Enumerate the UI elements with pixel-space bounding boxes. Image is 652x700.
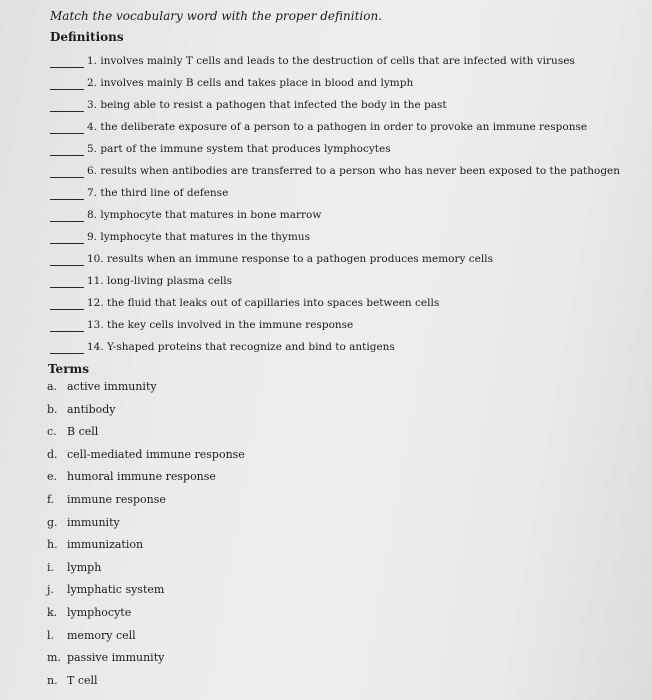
answer-blank[interactable] xyxy=(50,76,84,90)
definition-row xyxy=(50,274,620,296)
definitions-heading: Definitions xyxy=(50,30,124,44)
term-letter: f. xyxy=(47,492,55,506)
definition-row xyxy=(50,186,620,208)
term-letter: j. xyxy=(47,583,54,597)
definition-text: 1. involves mainly T cells and leads to the destruction of cells that are infected with viruses xyxy=(87,55,575,67)
term-letter: k. xyxy=(47,605,58,619)
term-letter: a. xyxy=(47,380,58,393)
terms-heading: Terms xyxy=(48,362,89,376)
term-letter: n. xyxy=(47,673,58,687)
definition-row xyxy=(50,98,620,120)
definition-row xyxy=(50,164,620,186)
definition-row xyxy=(50,120,620,142)
term-text: lymph xyxy=(67,560,102,574)
term-text: lymphocyte xyxy=(67,605,132,619)
answer-blank[interactable] xyxy=(50,186,84,200)
term-letter: m. xyxy=(47,651,61,665)
term-letter: e. xyxy=(47,470,58,484)
definition-row xyxy=(50,340,620,362)
answer-blank[interactable] xyxy=(50,120,84,134)
definition-row xyxy=(50,142,620,164)
answer-blank[interactable] xyxy=(50,230,84,244)
definitions-list xyxy=(50,54,620,362)
definition-text: 14. Y-shaped proteins that recognize and bind to antigens xyxy=(87,341,395,353)
definition-row xyxy=(50,208,620,230)
answer-blank[interactable] xyxy=(50,142,84,156)
term-text: active immunity xyxy=(67,380,157,393)
term-row xyxy=(47,583,245,606)
term-text: cell-mediated immune response xyxy=(67,447,245,461)
instructions: Match the vocabulary word with the proper definition. xyxy=(50,9,383,23)
answer-blank[interactable] xyxy=(50,54,84,68)
term-row xyxy=(47,470,245,493)
definition-text: 12. the fluid that leaks out of capillaries into spaces between cells xyxy=(87,297,440,309)
term-letter: d. xyxy=(47,447,58,461)
term-row xyxy=(47,380,245,403)
term-row xyxy=(47,651,245,674)
definition-text: 6. results when antibodies are transferred to a person who has never been exposed to the pathogen xyxy=(87,165,621,177)
answer-blank[interactable] xyxy=(50,340,84,354)
term-text: immune response xyxy=(67,492,166,506)
term-letter: h. xyxy=(47,538,58,552)
term-row xyxy=(47,493,245,516)
definition-text: 4. the deliberate exposure of a person to a pathogen in order to provoke an immune response xyxy=(87,121,588,133)
term-letter: g. xyxy=(47,515,58,529)
answer-blank[interactable] xyxy=(50,274,84,288)
definition-row xyxy=(50,54,620,76)
definition-text: 3. being able to resist a pathogen that infected the body in the past xyxy=(87,99,447,111)
term-text: B cell xyxy=(67,425,99,439)
definition-text: 5. part of the immune system that produces lymphocytes xyxy=(87,143,391,155)
term-row xyxy=(47,629,245,652)
term-row xyxy=(47,606,245,629)
term-text: lymphatic system xyxy=(67,583,165,597)
definition-text: 11. long-living plasma cells xyxy=(87,275,233,287)
term-row xyxy=(47,448,245,471)
term-row xyxy=(47,403,245,426)
term-text: T cell xyxy=(67,673,98,687)
definition-row xyxy=(50,296,620,318)
term-text: memory cell xyxy=(67,628,136,642)
answer-blank[interactable] xyxy=(50,296,84,310)
term-text: antibody xyxy=(67,402,116,416)
term-text: humoral immune response xyxy=(67,470,216,484)
term-letter: c. xyxy=(47,425,57,439)
term-text: passive immunity xyxy=(67,651,165,665)
term-text: immunization xyxy=(67,538,144,552)
term-row xyxy=(47,425,245,448)
definition-row xyxy=(50,230,620,252)
definition-text: 8. lymphocyte that matures in bone marrow xyxy=(87,209,322,221)
definition-text: 2. involves mainly B cells and takes place in blood and lymph xyxy=(87,77,414,89)
definition-text: 9. lymphocyte that matures in the thymus xyxy=(87,231,310,243)
definition-text: 7. the third line of defense xyxy=(87,187,229,199)
definition-row xyxy=(50,318,620,340)
term-row xyxy=(47,561,245,584)
definition-row xyxy=(50,76,620,98)
answer-blank[interactable] xyxy=(50,164,84,178)
term-row xyxy=(47,674,245,697)
term-text: immunity xyxy=(67,515,120,529)
definition-text: 10. results when an immune response to a pathogen produces memory cells xyxy=(87,253,493,265)
term-row xyxy=(47,538,245,561)
answer-blank[interactable] xyxy=(50,208,84,222)
term-letter: l. xyxy=(47,628,55,642)
term-row xyxy=(47,516,245,539)
term-letter: b. xyxy=(47,402,58,416)
terms-list xyxy=(47,380,245,696)
term-letter: i. xyxy=(47,560,55,574)
answer-blank[interactable] xyxy=(50,318,84,332)
definition-row xyxy=(50,252,620,274)
answer-blank[interactable] xyxy=(50,252,84,266)
definition-text: 13. the key cells involved in the immune response xyxy=(87,319,354,331)
answer-blank[interactable] xyxy=(50,98,84,112)
